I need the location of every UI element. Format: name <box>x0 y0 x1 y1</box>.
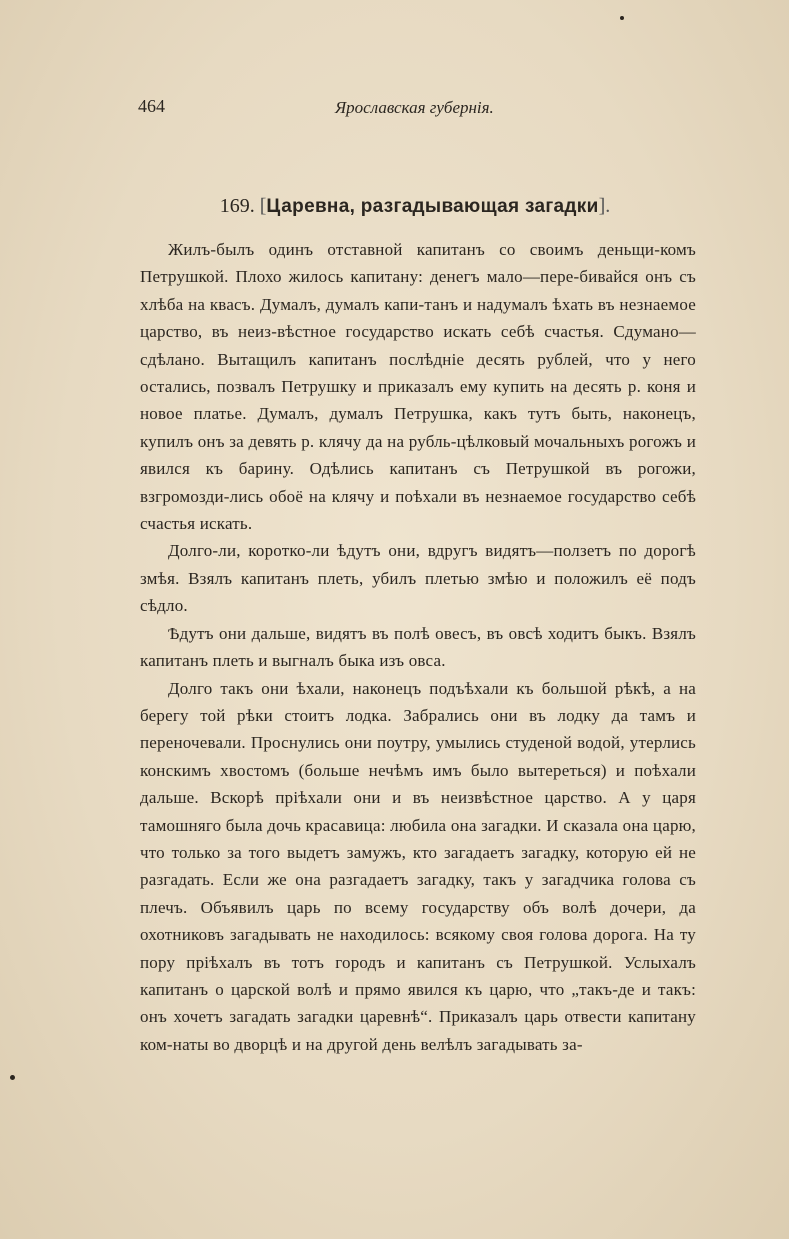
story-heading: Царевна, разгадывающая загадки <box>266 196 599 217</box>
title-bracket-open: [ <box>259 195 267 217</box>
story-body <box>140 236 696 1058</box>
paragraph-4: Долго такъ они ѣхали, наконецъ подъѣхали къ большой рѣкѣ, а на берегу той рѣки стоитъ лодка. Забрались они въ лодку да тамъ и переночевали. Проснулись они поутру, умылись студеной водой, утерлись конскимъ хвостомъ (больше нечѣмъ имъ было вытереться) и поѣхали дальше. Вскорѣ пріѣхали они и въ неизвѣстное царство. А у царя тамошняго была дочь красавица: любила она загадки. И сказала она царю, что только за того выдетъ замужъ, кто загадаетъ загадку, которую ей не разгадать. Если же она разгадаетъ загадку, такъ у загадчика голова съ плечъ. Объявилъ царь по всему государству объ волѣ дочери, да охотниковъ загадывать не находилось: всякому своя голова дорога. На ту пору пріѣхалъ въ тотъ городъ и капитанъ съ Петрушкой. Услыхалъ капитанъ о царской волѣ и прямо явился къ царю, что „такъ-де и такъ: онъ хочетъ загадать загадки царевнѣ“. Приказалъ царь отвести капитану ком-наты во дворцѣ и на другой день велѣлъ загадывать за- <box>140 678 696 1054</box>
paragraph-3: Ѣдутъ они дальше, видятъ въ полѣ овесъ, въ овсѣ ходитъ быкъ. Взялъ капитанъ плеть и выгналъ быка изъ овса. <box>140 623 696 671</box>
title-bracket-close: ]. <box>598 195 611 217</box>
paragraph-1: Жилъ-былъ одинъ отставной капитанъ со своимъ деньщи-комъ Петрушкой. Плохо жилось капитану: денегъ мало—пере-бивайся онъ съ хлѣба на квасъ. Думалъ, думалъ капи-танъ и надумалъ ѣхать въ незнаемое царство, въ неиз-вѣстное государство искать себѣ счастья. Сдумано—сдѣлано. Вытащилъ капитанъ послѣдніе десять рублей, что у него остались, позвалъ Петрушку и приказалъ ему купить на десять р. коня и новое платье. Думалъ, думалъ Петрушка, какъ тутъ быть, наконецъ, купилъ онъ за девять р. клячу да на рубль-цѣлковый мочальныхъ рогожъ и явился къ барину. Одѣлись капитанъ съ Петрушкой въ рогожи, взгромозди-лись обоё на клячу и поѣхали въ незнаемое государство себѣ счастья искать. <box>140 240 696 534</box>
page-number: 464 <box>138 96 165 116</box>
ink-speck <box>620 16 624 20</box>
page-header <box>130 96 660 126</box>
running-title: Ярославская губернія. <box>335 98 494 117</box>
story-number: 169. <box>219 195 255 217</box>
paragraph-2: Долго-ли, коротко-ли ѣдутъ они, вдругъ видятъ—ползетъ по дорогѣ змѣя. Взялъ капитанъ плеть, убилъ плетью змѣю и положилъ её подъ сѣдло. <box>140 541 696 616</box>
ink-speck <box>10 1075 15 1080</box>
story-title <box>130 195 700 218</box>
